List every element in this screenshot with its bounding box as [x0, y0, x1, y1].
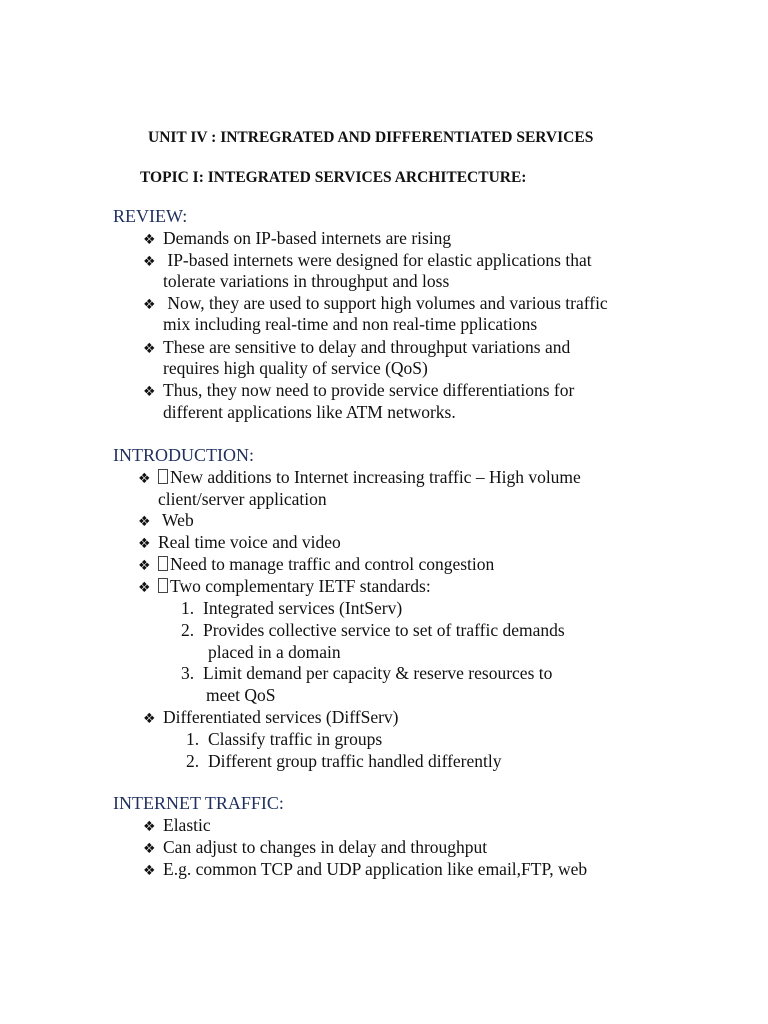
diamond-bullet-icon: [143, 379, 163, 403]
diamond-bullet-icon: [138, 575, 158, 599]
list-item: ❖ Web: [138, 509, 194, 533]
diamond-bullet-icon: [143, 836, 163, 860]
internet-traffic-heading: INTERNET TRAFFIC:: [113, 793, 284, 813]
list-item-continuation: client/server application: [158, 489, 327, 509]
numbered-item: 1. Integrated services (IntServ): [181, 598, 403, 618]
numbered-item: 3. Limit demand per capacity & reserve resources to: [181, 663, 553, 683]
diamond-bullet-icon: [138, 509, 158, 533]
list-item: ❖Need to manage traffic and control congestion: [138, 553, 494, 577]
list-item-continuation: mix including real-time and non real-time pplications: [163, 314, 538, 334]
numbered-item-continuation: placed in a domain: [208, 642, 341, 662]
list-item: ❖Thus, they now need to provide service differentiations for: [143, 379, 574, 403]
numbered-item-continuation: meet QoS: [206, 685, 276, 705]
introduction-heading: INTRODUCTION:: [113, 445, 254, 465]
diamond-bullet-icon: [143, 227, 163, 251]
list-item: ❖Real time voice and video: [138, 531, 341, 555]
list-item: ❖These are sensitive to delay and throughput variations and: [143, 336, 570, 360]
diamond-bullet-icon: [143, 858, 163, 882]
diamond-bullet-icon: [143, 814, 163, 838]
diamond-bullet-icon: [138, 466, 158, 490]
missing-glyph-box-icon: [158, 578, 168, 593]
numbered-item: 2. Different group traffic handled differently: [186, 751, 502, 771]
diamond-bullet-icon: [143, 706, 163, 730]
list-item: ❖Demands on IP-based internets are rising: [143, 227, 451, 251]
list-item-continuation: requires high quality of service (QoS): [163, 358, 428, 378]
numbered-item: 2. Provides collective service to set of traffic demands: [181, 620, 565, 640]
missing-glyph-box-icon: [158, 556, 168, 571]
diamond-bullet-icon: [138, 531, 158, 555]
list-item: ❖ IP-based internets were designed for elastic applications that: [143, 249, 592, 273]
list-item: ❖Two complementary IETF standards:: [138, 575, 431, 599]
list-item: ❖Can adjust to changes in delay and throughput: [143, 836, 487, 860]
list-item: ❖E.g. common TCP and UDP application like email,FTP, web: [143, 858, 587, 882]
list-item: ❖Differentiated services (DiffServ): [143, 706, 399, 730]
list-item-continuation: tolerate variations in throughput and loss: [163, 271, 450, 291]
diamond-bullet-icon: [143, 249, 163, 273]
list-item: ❖Elastic: [143, 814, 211, 838]
list-item: ❖New additions to Internet increasing traffic – High volume: [138, 466, 581, 490]
diamond-bullet-icon: [143, 292, 163, 316]
topic-title: TOPIC I: INTEGRATED SERVICES ARCHITECTURE:: [140, 169, 527, 186]
numbered-item: 1. Classify traffic in groups: [186, 729, 383, 749]
diamond-bullet-icon: [138, 553, 158, 577]
diamond-bullet-icon: [143, 336, 163, 360]
list-item: ❖ Now, they are used to support high volumes and various traffic: [143, 292, 608, 316]
review-heading: REVIEW:: [113, 206, 188, 226]
unit-title: UNIT IV : INTREGRATED AND DIFFERENTIATED SERVICES: [148, 129, 594, 146]
list-item-continuation: different applications like ATM networks.: [163, 402, 456, 422]
missing-glyph-box-icon: [158, 469, 168, 484]
